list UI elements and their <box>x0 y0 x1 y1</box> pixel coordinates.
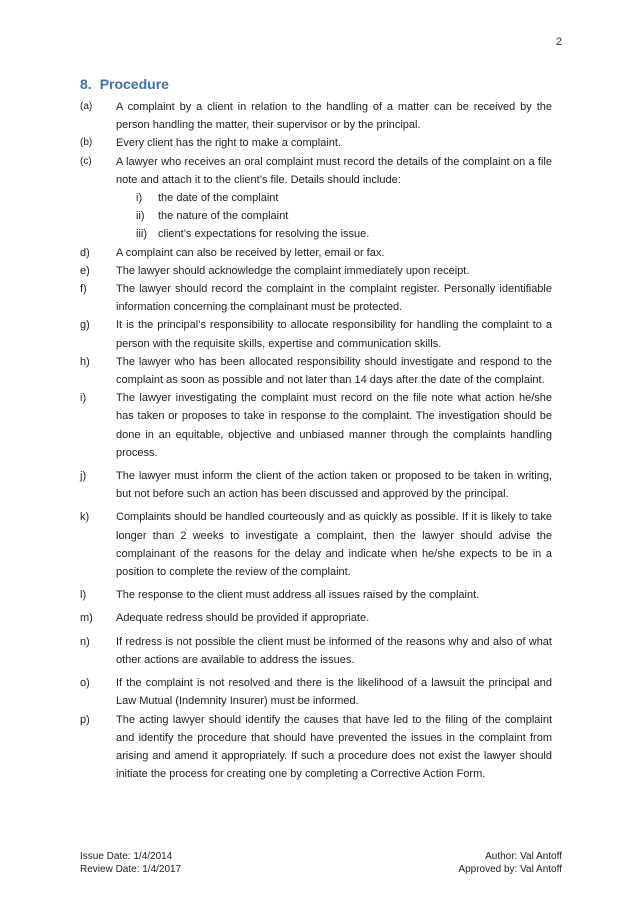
list-item-k <box>80 508 552 581</box>
list-marker: (a) <box>80 101 93 112</box>
sub-list-item <box>136 189 552 207</box>
list-item-n <box>80 633 552 669</box>
list-marker: f) <box>80 283 87 296</box>
list-item-text: A lawyer who receives an oral complaint must record the details of the complaint on a file note and attach it to the client’s file. Details should include: <box>116 155 552 186</box>
list-item-b <box>80 134 552 152</box>
sub-list-item <box>136 207 552 225</box>
sub-list-marker: iii) <box>136 228 147 241</box>
review-date: Review Date: 1/4/2017 <box>80 863 182 875</box>
list-item-g <box>80 316 552 352</box>
list-item-e <box>80 262 552 280</box>
list-item-j <box>80 467 552 503</box>
list-marker: k) <box>80 511 90 524</box>
list-marker: d) <box>80 246 90 259</box>
section-number: 8. <box>80 76 92 92</box>
page-footer <box>80 851 562 876</box>
list-marker: p) <box>80 713 90 726</box>
list-item-h <box>80 353 552 389</box>
list-item-text: A complaint by a client in relation to the handling of a matter can be received by the person handling the matter, their supervisor or by the principal. <box>116 101 552 132</box>
list-marker: l) <box>80 589 87 602</box>
sub-list <box>80 189 552 244</box>
list-item-text: If redress is not possible the client must be informed of the reasons why and also of what other actions are available to address the issues. <box>116 635 552 666</box>
list-item-p <box>80 711 552 784</box>
list-item-c <box>80 153 552 189</box>
section-heading <box>80 76 169 92</box>
list-marker: n) <box>80 635 90 648</box>
sub-list-item <box>136 225 552 243</box>
list-item-l <box>80 586 552 604</box>
list-item-text: A complaint can also be received by letter, email or fax. <box>116 246 385 259</box>
list-marker: g) <box>80 319 90 332</box>
list-marker: (b) <box>80 137 93 149</box>
list-item-m <box>80 609 552 627</box>
sub-list-marker: ii) <box>136 210 145 223</box>
sub-list-marker: i) <box>136 192 143 205</box>
list-item-text: It is the principal’s responsibility to allocate responsibility for handling the complaint to a person with the requisite skills, expertise and communication skills. <box>116 319 552 350</box>
list-item-text: The lawyer should acknowledge the complaint immediately upon receipt. <box>116 264 470 277</box>
list-item-text: The lawyer investigating the complaint must record on the file note what action he/she has taken or proposes to take in response to the complaint. The investigation should be done in an equitable, objective and unbiased manner through the complaints handling process. <box>116 392 552 459</box>
list-marker: h) <box>80 355 90 368</box>
sub-list-text: client’s expectations for resolving the issue. <box>158 228 370 241</box>
list-item-text: Adequate redress should be provided if appropriate. <box>116 612 370 625</box>
issue-date: Issue Date: 1/4/2014 <box>80 851 173 862</box>
list-marker: j) <box>80 470 87 483</box>
list-marker: o) <box>80 677 90 690</box>
list-item-text: The lawyer must inform the client of the action taken or proposed to be taken in writing, but not before such an action has been discussed and approved by the principal. <box>116 470 552 501</box>
list-item-text: Every client has the right to make a complaint. <box>116 137 341 150</box>
procedure-list <box>80 98 552 783</box>
list-item-text: Complaints should be handled courteously and as quickly as possible. If it is likely to take longer than 2 weeks to investigate a complaint, then the lawyer should advise the complainant of the reasons for the delay and indicate when he/she expects to be in a position to complete the review of the complaint. <box>116 511 552 579</box>
sub-list-text: the nature of the complaint <box>158 210 289 223</box>
list-item-f <box>80 280 552 316</box>
list-item-a <box>80 98 552 134</box>
list-item-text: The lawyer should record the complaint in the complaint register. Personally identifiable information concerning the complainant must be protected. <box>116 283 552 314</box>
list-item-text: The lawyer who has been allocated responsibility should investigate and respond to the complaint as soon as possible and not later than 14 days after the date of the complaint. <box>116 355 552 387</box>
list-marker: e) <box>80 264 90 277</box>
list-item-o <box>80 674 552 710</box>
list-item-d <box>80 244 552 262</box>
list-marker: m) <box>80 612 93 625</box>
list-item-text: The response to the client must address all issues raised by the complaint. <box>116 589 480 602</box>
sub-list-text: the date of the complaint <box>158 192 279 205</box>
list-item-i <box>80 389 552 462</box>
list-item-text: If the complaint is not resolved and there is the likelihood of a lawsuit the principal and Law Mutual (Indemnity Insurer) must be informed. <box>116 677 552 708</box>
list-item-text: The acting lawyer should identify the causes that have led to the filing of the complaint and identify the procedure that should have prevented the issues in the complaint from arising and amend it appropriately. If such a procedure does not exist the lawyer should initiate the process for creating one by completing a Corrective Action Form. <box>116 713 552 781</box>
page-number: 2 <box>555 36 562 48</box>
author: Author: Val Antoff <box>485 851 562 862</box>
list-marker: i) <box>80 392 87 405</box>
approved-by: Approved by: Val Antoff <box>458 863 562 875</box>
section-title: Procedure <box>99 76 169 92</box>
list-marker: (c) <box>80 155 92 167</box>
